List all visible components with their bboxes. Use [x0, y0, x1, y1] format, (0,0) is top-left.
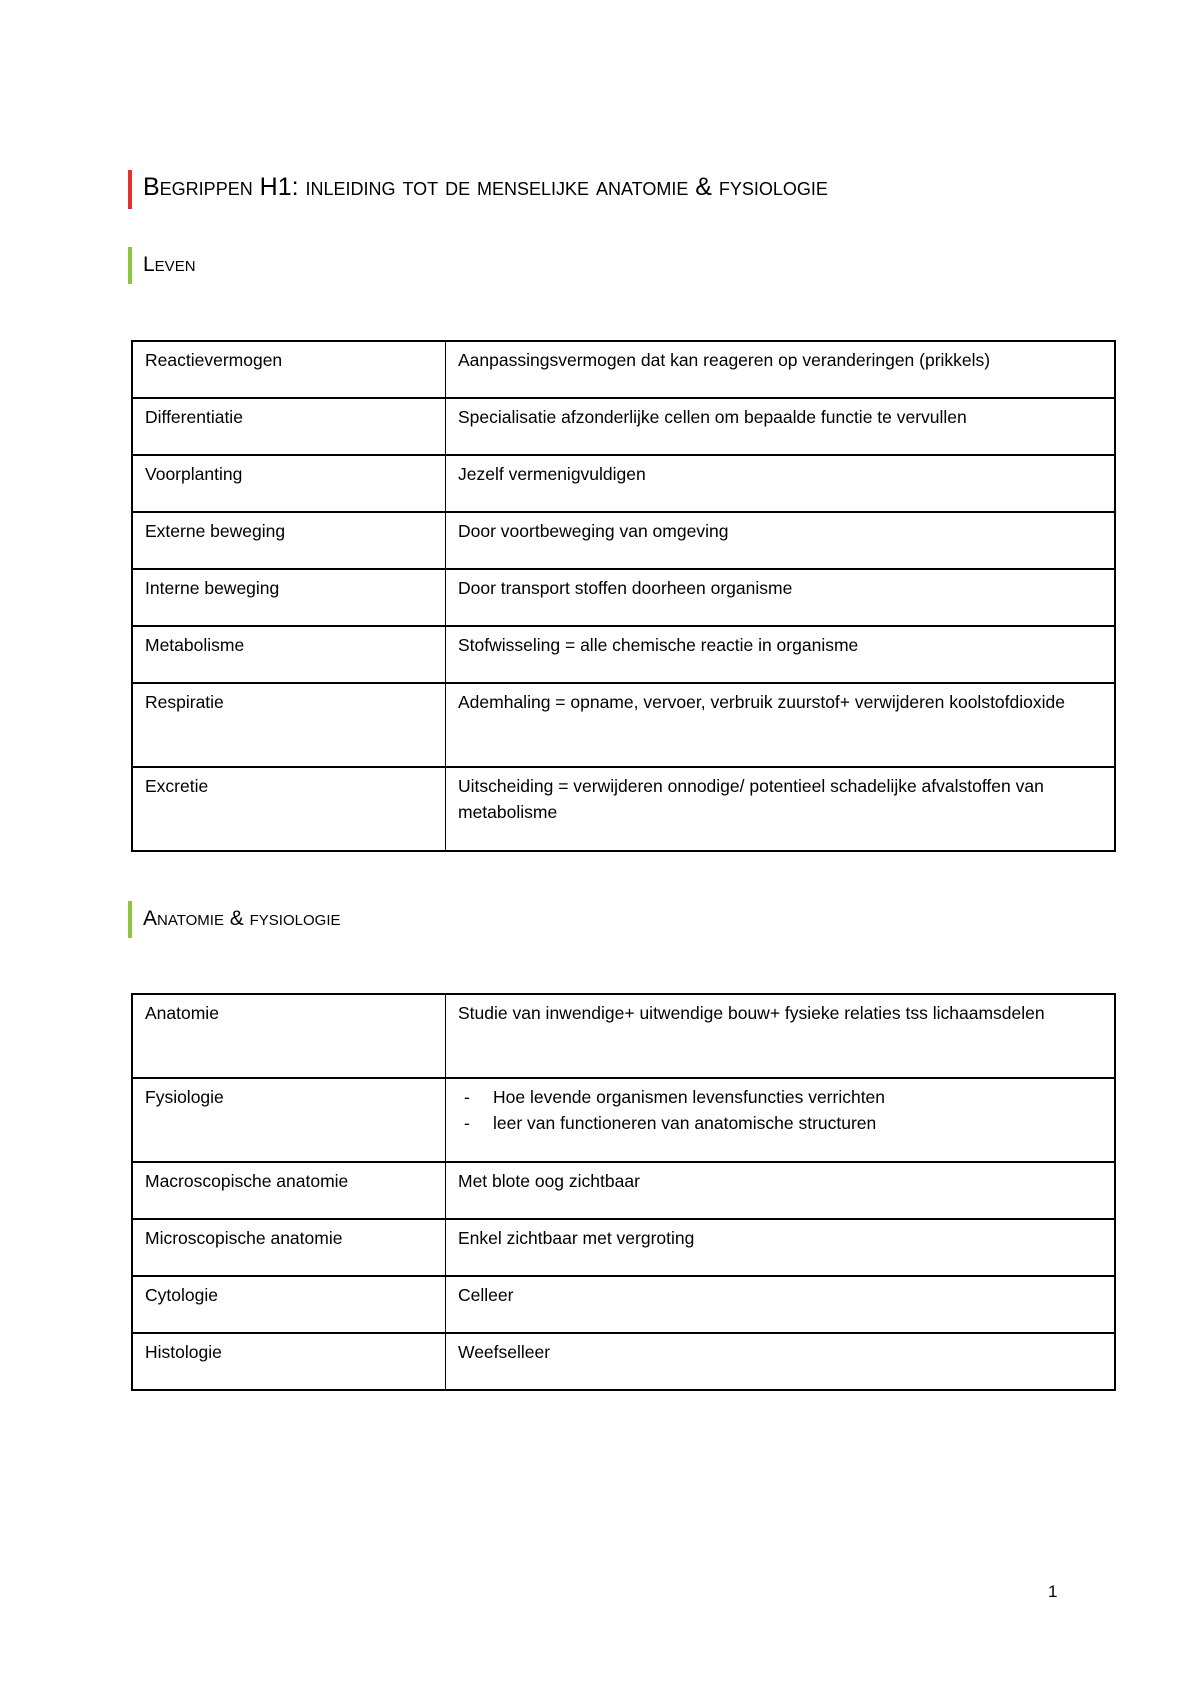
terms-table-leven: [131, 340, 1116, 852]
table-row: [132, 626, 1115, 683]
definition-cell: Weefselleer: [446, 1333, 1116, 1390]
section-heading-text: Anatomie & fysiologie: [143, 907, 341, 930]
term-cell: Anatomie: [132, 994, 446, 1078]
definition-cell: Door voortbeweging van omgeving: [446, 512, 1116, 569]
definition-cell: Studie van inwendige+ uitwendige bouw+ fysieke relaties tss lichaamsdelen: [446, 994, 1116, 1078]
term-cell: Voorplanting: [132, 455, 446, 512]
definition-cell: Specialisatie afzonderlijke cellen om bepaalde functie te vervullen: [446, 398, 1116, 455]
list-item: - Hoe levende organismen levensfuncties verrichten: [458, 1084, 1102, 1110]
definition-cell: Enkel zichtbaar met vergroting: [446, 1219, 1116, 1276]
term-cell: Fysiologie: [132, 1078, 446, 1162]
definition-cell: Ademhaling = opname, vervoer, verbruik zuurstof+ verwijderen koolstofdioxide: [446, 683, 1116, 767]
table-row: [132, 1219, 1115, 1276]
definition-cell: Met blote oog zichtbaar: [446, 1162, 1116, 1219]
list-item: - leer van functioneren van anatomische structuren: [458, 1110, 1102, 1136]
table-row: [132, 683, 1115, 767]
definition-cell: [446, 1078, 1116, 1162]
table-row: [132, 1333, 1115, 1390]
definition-cell: Aanpassingsvermogen dat kan reageren op veranderingen (prikkels): [446, 341, 1116, 398]
term-cell: Reactievermogen: [132, 341, 446, 398]
definition-bullet-list: [458, 1084, 1102, 1136]
definition-cell: Stofwisseling = alle chemische reactie in organisme: [446, 626, 1116, 683]
section-accent-bar: [128, 901, 132, 938]
definition-cell: Celleer: [446, 1276, 1116, 1333]
title-accent-bar: [128, 170, 132, 209]
table-row: [132, 569, 1115, 626]
term-cell: Microscopische anatomie: [132, 1219, 446, 1276]
table-row: [132, 1078, 1115, 1162]
definition-cell: Door transport stoffen doorheen organisme: [446, 569, 1116, 626]
term-cell: Differentiatie: [132, 398, 446, 455]
table-row: [132, 398, 1115, 455]
table-row: [132, 455, 1115, 512]
definition-cell: Uitscheiding = verwijderen onnodige/ potentieel schadelijke afvalstoffen van metabolisme: [446, 767, 1116, 851]
term-cell: Histologie: [132, 1333, 446, 1390]
section-heading-anatomie: [131, 908, 341, 929]
section-heading-text: Leven: [143, 253, 196, 276]
term-cell: Macroscopische anatomie: [132, 1162, 446, 1219]
term-cell: Metabolisme: [132, 626, 446, 683]
table-row: [132, 341, 1115, 398]
term-cell: Cytologie: [132, 1276, 446, 1333]
term-cell: Respiratie: [132, 683, 446, 767]
document-title-text: Begrippen H1: inleiding tot de menselijke anatomie & fysiologie: [143, 173, 828, 201]
document-title: [131, 175, 828, 200]
table-row: [132, 1162, 1115, 1219]
term-cell: Excretie: [132, 767, 446, 851]
table-row: [132, 994, 1115, 1078]
section-heading-leven: [131, 254, 196, 275]
table-row: [132, 512, 1115, 569]
table-row: [132, 1276, 1115, 1333]
section-accent-bar: [128, 247, 132, 284]
page-number: 1: [1048, 1582, 1058, 1601]
table-row: [132, 767, 1115, 851]
term-cell: Interne beweging: [132, 569, 446, 626]
terms-table-anatomie: [131, 993, 1116, 1391]
term-cell: Externe beweging: [132, 512, 446, 569]
definition-cell: Jezelf vermenigvuldigen: [446, 455, 1116, 512]
